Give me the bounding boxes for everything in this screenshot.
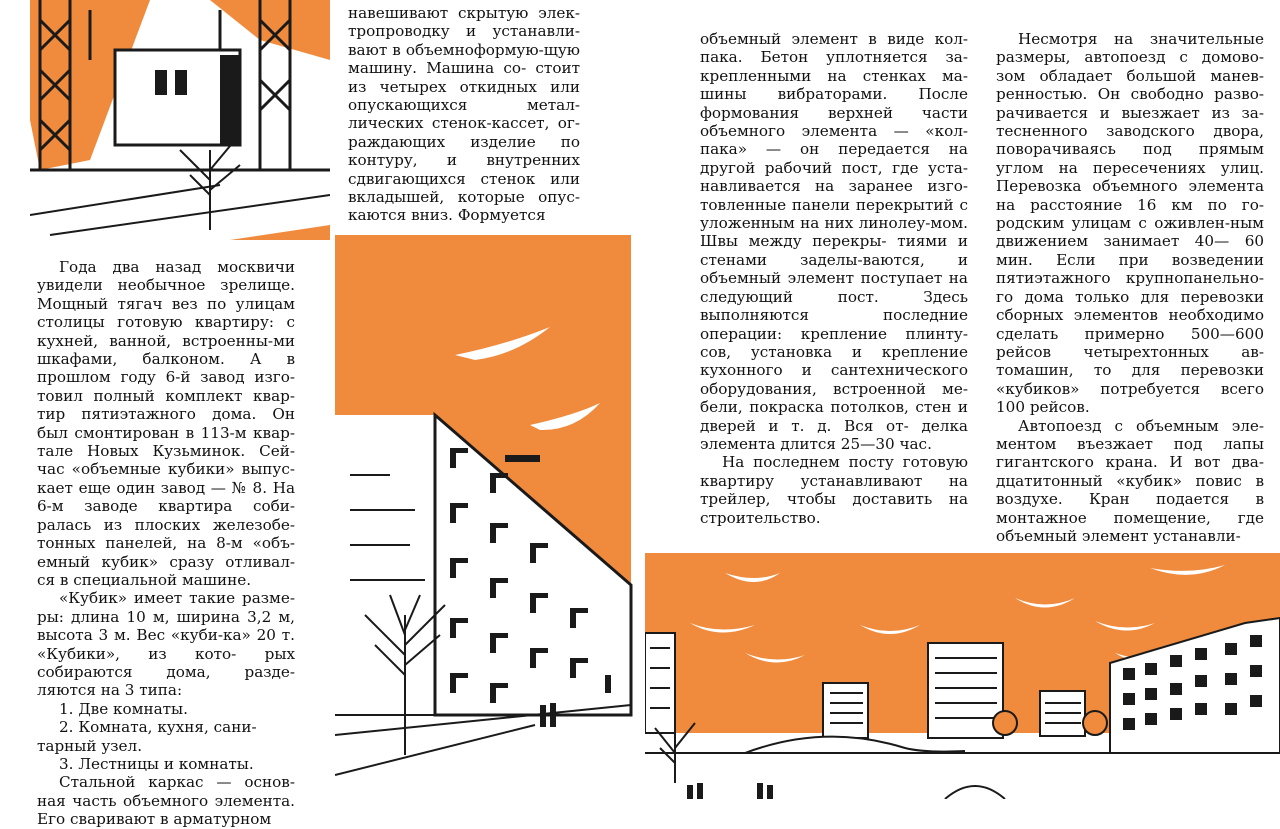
article-column-3 <box>700 30 968 527</box>
article-column-1 <box>37 258 295 829</box>
street-scene-illustration <box>645 553 1280 799</box>
type-list <box>37 700 295 774</box>
paragraph-concrete: объемный элемент в виде кол-пака. Бетон уплотняется за- крепленными на стенках ма-шины вибраторами. После формования верхней части объемного элемента — «кол- пака» — он передается на другой рабочий пост, где уста- навливается на заранее изго-товленные панели перекрытий с уложенным на них линолеу-мом. Швы между перекры- тиями и стенами заделы-ваются, и объемный элемент поступает на следующий пост. Здесь выполняются последние операции: крепление плинту-сов, установка и крепление кухонного и сантехнического оборудования, встроенной ме- бели, покраска потолков, стен и дверей и т. д. Вся от- делка элемента длится 25—30 час. <box>700 30 968 453</box>
paragraph-maneuverability: Несмотря на значительные размеры, автопоезд с домово- зом обладает большой манев-ренностью. Он свободно разво- рачивается и выезжает из за-тесненного заводского двора, поворачиваясь под прямым углом на пересечениях улиц. Перевозка объемного элемента на расстояние 16 км по го- родским улицам с оживлен-ным движением занимает 40— 60 мин. Если при возведении пятиэтажного крупнопанельно- го дома только для перевозки сборных элементов необходимо сделать примерно 500—600 рейсов четырехтонных ав- томашин, то для перевозки «кубиков» потребуется всего 100 рейсов. <box>996 30 1265 417</box>
paragraph-intro: Года два назад москвичи увидели необычное зрелище. Мощный тягач вез по улицам столицы готовую квартиру: с кухней, ванной, встроенны-ми шкафами, балконом. А в прошлом году 6-й завод изго-товил полный комплект квар- тир пятиэтажного дома. Он был смонтирован в 113-м квар- тале Новых Кузьминок. Сей- час «объемные кубики» выпус- кает еще один завод — № 8. На 6-м заводе квартира соби- ралась из плоских железобе-тонных панелей, на 8-м «объ- емный кубик» сразу отливал- ся в специальной машине. <box>37 258 296 589</box>
article-column-2 <box>348 4 580 225</box>
article-column-4 <box>996 30 1264 545</box>
paragraph-frame: Стальной каркас — основ-ная часть объемного элемента. Его сваривают в арматурном <box>37 773 295 829</box>
apartment-building-illustration <box>335 235 635 799</box>
list-item: 3. Лестницы и комнаты. <box>59 754 254 773</box>
paragraph-trailer: На последнем посту готовую квартиру устанавливают на трейлер, чтобы доставить на строительство. <box>700 453 968 527</box>
factory-crane-illustration <box>30 0 330 240</box>
paragraph-dimensions: «Кубик» имеет такие разме-ры: длина 10 м, ширина 3,2 м, высота 3 м. Вес «куби-ка» 20 т. «Кубики», из кото- рых собираются дома, разде-ляются на 3 типа: <box>37 589 296 700</box>
list-item: 1. Две комнаты. <box>59 699 188 718</box>
paragraph-molding: навешивают скрытую элек-тропроводку и устанавли- вают в объемноформую-щую машину. Машина со- стоит из четырех откидных или опускающихся метал- лических стенок-кассет, ог- раждающих изделие по контуру, и внутренних сдвигающихся стенок или вкладышей, которые опус-каются вниз. Формуется <box>348 4 580 225</box>
list-item: 2. Комната, кухня, сани- тарный узел. <box>37 718 257 755</box>
paragraph-crane: Автопоезд с объемным эле-ментом въезжает под лапы гигантского крана. И вот два-дцатитонный «кубик» повис в воздухе. Кран подается в монтажное помещение, где объемный элемент устанавли- <box>996 416 1265 545</box>
